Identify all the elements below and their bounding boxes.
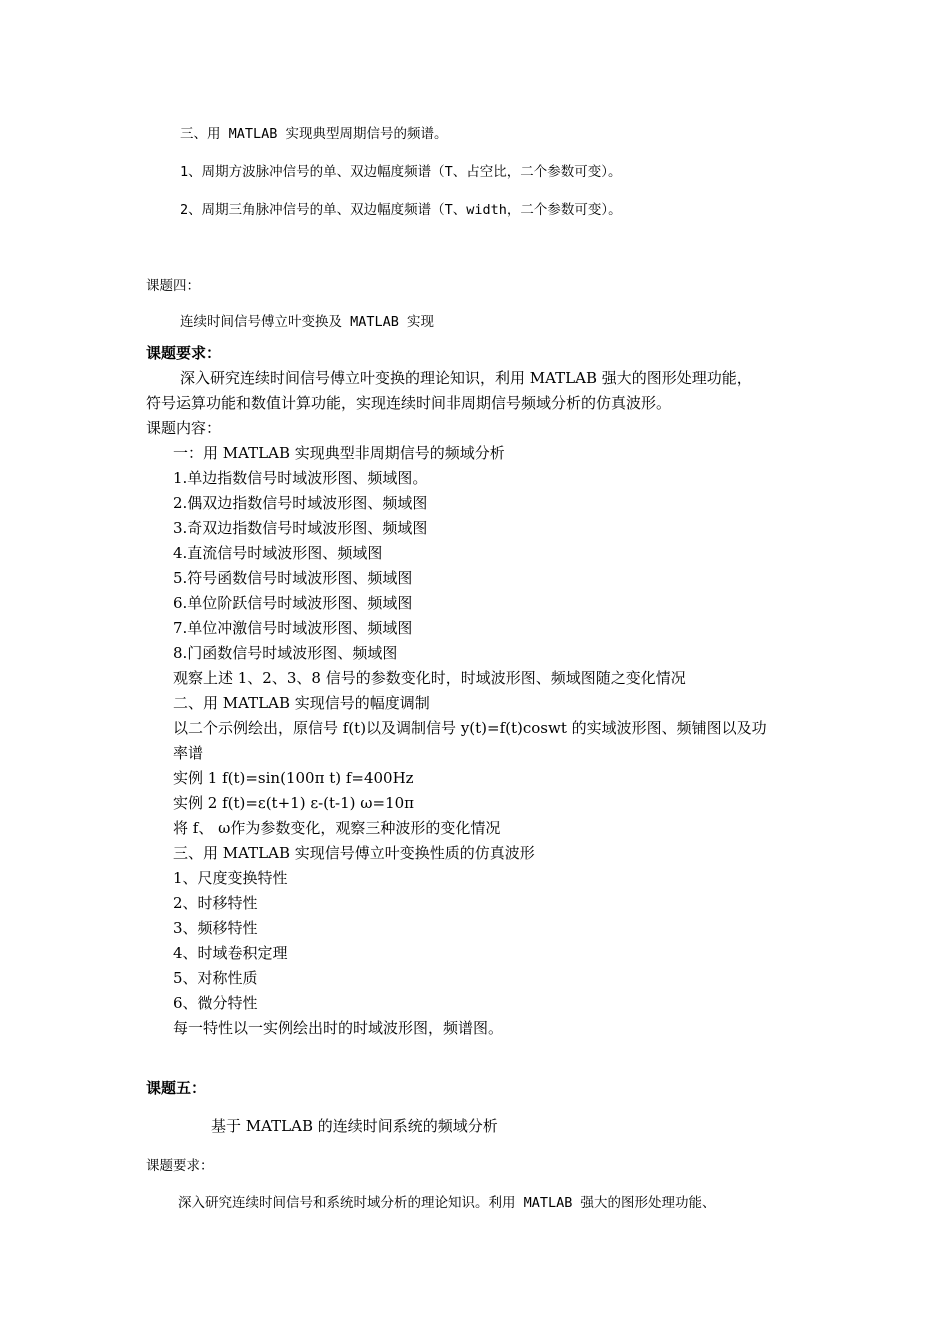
section3-title: 三、用 MATLAB 实现典型周期信号的频谱。 — [180, 126, 448, 142]
example-1: 实例 1 f(t)=sin(100π t) f=400Hz — [173, 769, 414, 787]
part3-item: 4、时域卷积定理 — [173, 944, 288, 962]
part3-item: 1、尺度变换特性 — [173, 869, 288, 887]
topic4-req-label: 课题要求： — [146, 344, 222, 362]
part2-line-2: 率谱 — [173, 744, 204, 762]
topic5-req-line-1: 深入研究连续时间信号和系统时域分析的理论知识。利用 MATLAB 强大的图形处理功能、 — [178, 1195, 716, 1211]
section3-item-1: 1、周期方波脉冲信号的单、双边幅度频谱（T、占空比，二个参数可变）。 — [180, 164, 622, 180]
topic4-content-label: 课题内容： — [146, 419, 222, 437]
example-2: 实例 2 f(t)=ε(t+1) ε-(t-1) ω=10π — [173, 794, 415, 812]
part1-item: 1.单边指数信号时域波形图、频域图。 — [173, 469, 428, 487]
part3-item: 6、微分特性 — [173, 994, 258, 1012]
part1-item: 3.奇双边指数信号时域波形图、频域图 — [173, 519, 428, 537]
part1-item: 8.门函数信号时域波形图、频域图 — [173, 644, 398, 662]
part2-note: 将 f、 ω作为参数变化，观察三种波形的变化情况 — [173, 819, 501, 837]
part3-item: 3、频移特性 — [173, 919, 258, 937]
topic5-title: 基于 MATLAB 的连续时间系统的频域分析 — [211, 1117, 498, 1135]
part1-item: 7.单位冲激信号时域波形图、频域图 — [173, 619, 413, 637]
part3-note: 每一特性以一实例绘出时的时域波形图，频谱图。 — [173, 1019, 504, 1037]
part1-title: 一：用 MATLAB 实现典型非周期信号的频域分析 — [173, 444, 505, 462]
part3-item: 5、对称性质 — [173, 969, 258, 987]
section3-item-2: 2、周期三角脉冲信号的单、双边幅度频谱（T、width，二个参数可变）。 — [180, 202, 622, 218]
part2-title: 二、用 MATLAB 实现信号的幅度调制 — [173, 694, 430, 712]
part3-item: 2、时移特性 — [173, 894, 258, 912]
topic4-title: 连续时间信号傅立叶变换及 MATLAB 实现 — [180, 314, 435, 330]
topic4-heading: 课题四： — [146, 278, 200, 294]
topic4-req-line-1: 深入研究连续时间信号傅立叶变换的理论知识，利用 MATLAB 强大的图形处理功能， — [180, 369, 752, 387]
part3-title: 三、用 MATLAB 实现信号傅立叶变换性质的仿真波形 — [173, 844, 535, 862]
topic5-heading: 课题五： — [146, 1079, 207, 1097]
part1-item: 2.偶双边指数信号时域波形图、频域图 — [173, 494, 428, 512]
part1-note: 观察上述 1、2、3、8 信号的参数变化时，时域波形图、频域图随之变化情况 — [173, 669, 686, 687]
topic5-req-label: 课题要求： — [146, 1158, 214, 1174]
topic4-req-line-2: 符号运算功能和数值计算功能，实现连续时间非周期信号频域分析的仿真波形。 — [146, 394, 672, 412]
part2-line-1: 以二个示例绘出，原信号 f(t)以及调制信号 y(t)=f(t)coswt 的实域波形图、频铺图以及功 — [173, 719, 767, 737]
part1-item: 6.单位阶跃信号时域波形图、频域图 — [173, 594, 413, 612]
part1-item: 4.直流信号时域波形图、频域图 — [173, 544, 383, 562]
part1-item: 5.符号函数信号时域波形图、频域图 — [173, 569, 413, 587]
